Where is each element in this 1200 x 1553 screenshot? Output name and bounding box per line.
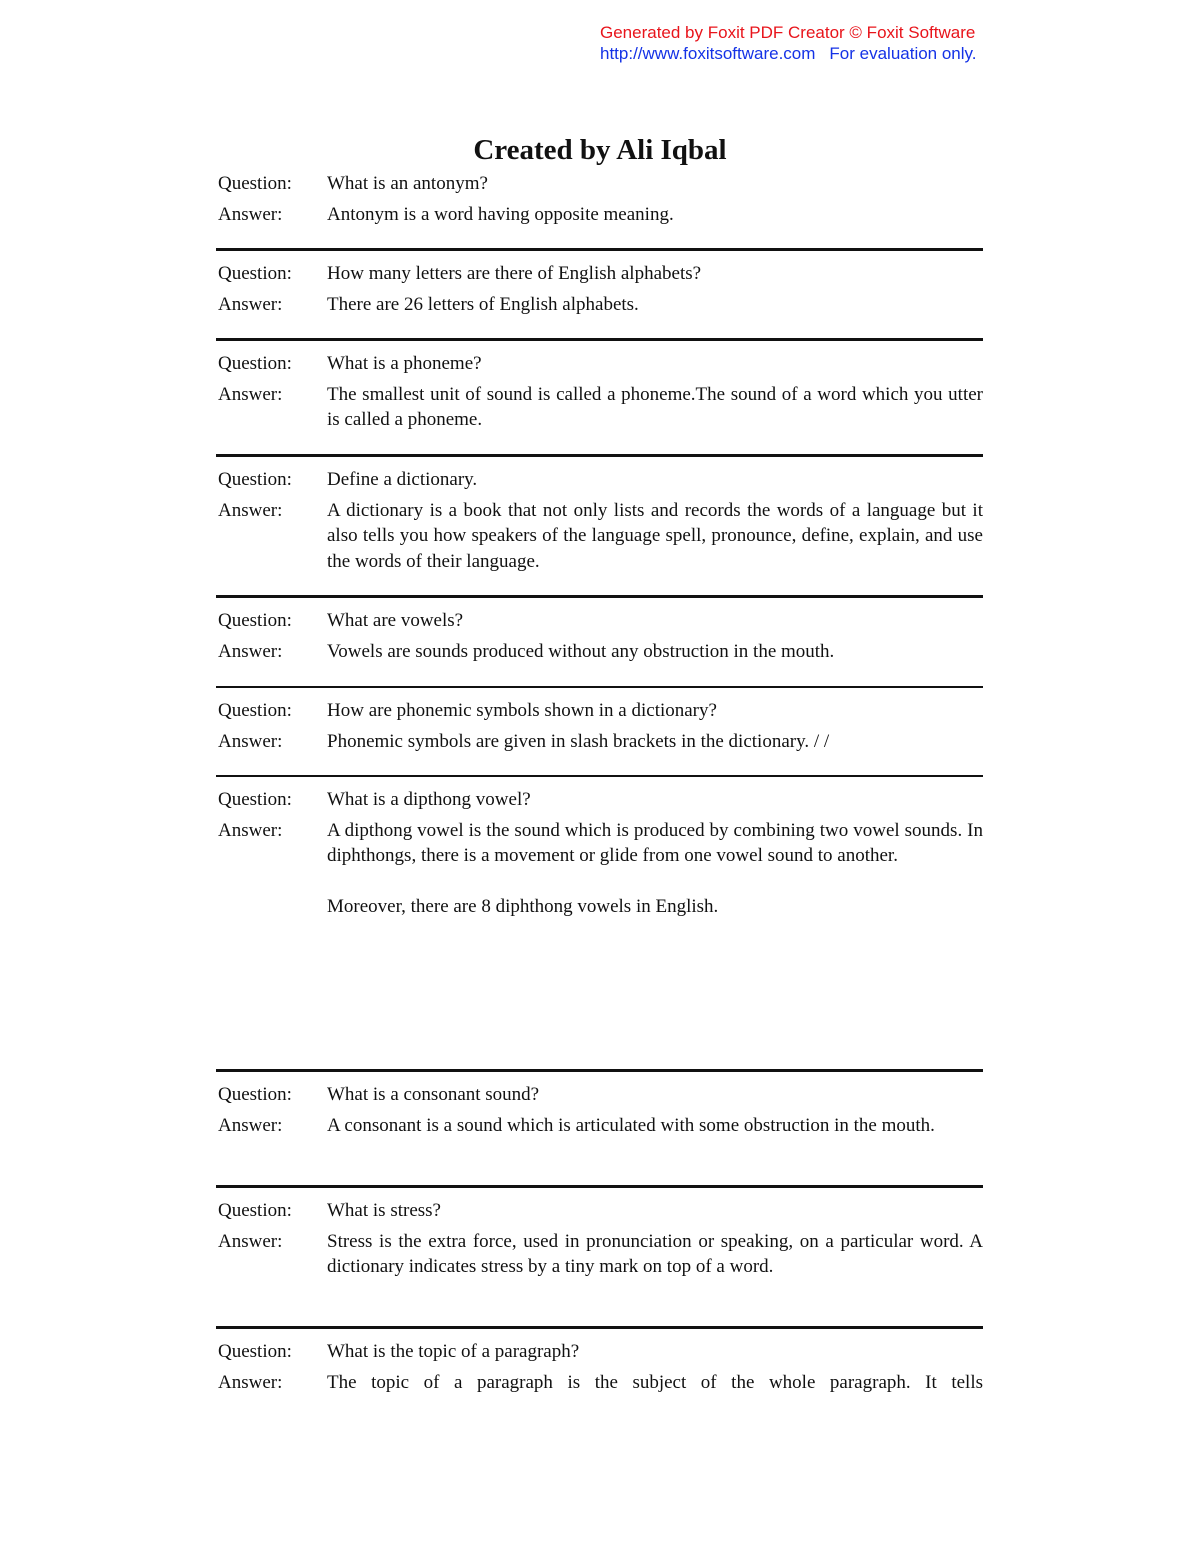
answer-label: Answer: [218,1114,283,1136]
qa-block-5 [218,608,983,664]
question-text: Define a dictionary. [327,469,478,490]
answer-text [327,1229,983,1280]
question-text: What is a consonant sound? [327,1084,540,1105]
qa-block-2 [218,261,983,317]
answer-text [327,498,983,575]
qa-block-3 [218,351,983,433]
question-label: Question: [218,263,292,284]
section-divider [216,248,983,251]
question-text: What is stress? [327,1200,441,1221]
answer-label: Answer: [218,383,283,405]
section-divider [216,595,983,598]
question-text: What are vowels? [327,610,464,631]
answer-text [327,1370,983,1396]
question-text: How are phonemic symbols shown in a dictionary? [327,700,717,721]
answer-paragraph: Antonym is a word having opposite meaning. [327,203,674,225]
answer-paragraph: A dipthong vowel is the sound which is produced by combining two vowel sounds. In diphthongs, there is a movement or glide from one vowel sound to another. [327,819,983,866]
section-divider [216,1326,983,1329]
qa-block-6 [218,698,983,754]
qa-block-7 [218,787,983,920]
question-text: How many letters are there of English alphabets? [327,263,702,284]
question-text: What is the topic of a paragraph? [327,1341,580,1362]
answer-text [327,382,983,433]
question-label: Question: [218,173,292,194]
question-text: What is a dipthong vowel? [327,789,531,810]
watermark-generator-text: Generated by Foxit PDF Creator © Foxit Software [600,23,976,42]
answer-paragraph: Vowels are sounds produced without any obstruction in the mouth. [327,640,835,662]
answer-paragraph: Phonemic symbols are given in slash brackets in the dictionary. / / [327,730,830,752]
answer-text [327,292,983,318]
watermark-url: http://www.foxitsoftware.com [600,44,816,63]
answer-label: Answer: [218,1371,283,1393]
answer-text [327,1113,983,1139]
question-label: Question: [218,1084,292,1105]
foxit-watermark [600,22,1040,64]
answer-text [327,202,983,228]
answer-label: Answer: [218,293,283,315]
answer-paragraph: The topic of a paragraph is the subject of the whole paragraph. It tells [327,1371,983,1393]
answer-text [327,729,983,755]
question-text: What is a phoneme? [327,353,482,374]
answer-label: Answer: [218,203,283,225]
qa-block-8 [218,1082,983,1138]
answer-label: Answer: [218,730,283,752]
answer-label: Answer: [218,1230,283,1252]
section-divider [216,686,983,688]
question-label: Question: [218,1200,292,1221]
watermark-note: For evaluation only. [829,44,977,63]
section-divider [216,775,983,777]
answer-text [327,818,983,920]
question-text: What is an antonym? [327,173,488,194]
question-label: Question: [218,789,292,810]
answer-paragraph: A dictionary is a book that not only lists and records the words of a language but it also tells you how speakers of the language spell, pronounce, define, explain, and use the words of their language. [327,499,983,572]
section-divider [216,338,983,341]
question-label: Question: [218,469,292,490]
answer-paragraph: The smallest unit of sound is called a phoneme.The sound of a word which you utter is called a phoneme. [327,383,983,430]
answer-text [327,639,983,665]
question-label: Question: [218,353,292,374]
question-label: Question: [218,610,292,631]
document-title: Created by Ali Iqbal [473,134,727,166]
answer-paragraph: Moreover, there are 8 diphthong vowels in English. [327,896,719,917]
answer-label: Answer: [218,499,283,521]
qa-block-1 [218,171,983,227]
question-label: Question: [218,700,292,721]
watermark-url-line [600,43,1040,64]
answer-paragraph: Stress is the extra force, used in pronunciation or speaking, on a particular word. A dictionary indicates stress by a tiny mark on top of a word. [327,1230,983,1277]
qa-block-10 [218,1339,983,1395]
qa-block-9 [218,1198,983,1280]
qa-block-4 [218,467,983,574]
answer-paragraph: A consonant is a sound which is articulated with some obstruction in the mouth. [327,1114,935,1136]
answer-label: Answer: [218,640,283,662]
section-divider [216,1185,983,1188]
section-divider [216,454,983,457]
answer-label: Answer: [218,819,283,841]
question-label: Question: [218,1341,292,1362]
answer-paragraph: There are 26 letters of English alphabets. [327,293,639,315]
section-divider [216,1069,983,1072]
